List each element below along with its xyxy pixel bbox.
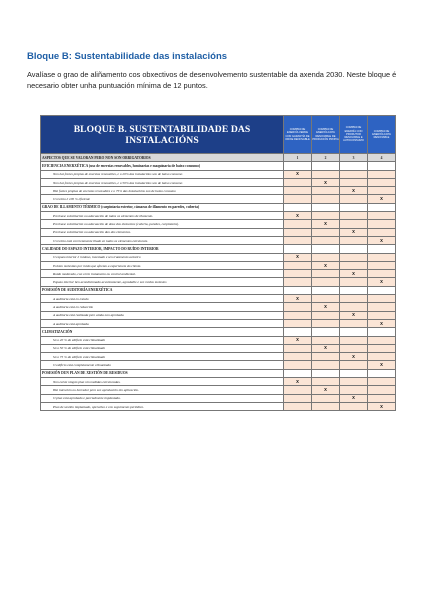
score-cell-3	[340, 386, 368, 394]
score-cell-2	[312, 212, 340, 220]
score-cell-4	[368, 178, 396, 186]
score-cell-1	[284, 162, 312, 170]
score-mark: x	[368, 402, 396, 410]
score-cell-3	[340, 378, 368, 386]
score-cell-1	[284, 270, 312, 278]
score-mark: x	[312, 220, 340, 228]
score-mark: x	[312, 261, 340, 269]
criterion-label: Precisase substitución ou adecuación de dous dos elementos (cuberta, paredes, carpintaría).	[41, 220, 284, 228]
score-cell-3	[340, 402, 368, 410]
score-number-4: 4	[368, 154, 396, 162]
score-cell-2	[312, 336, 340, 344]
score-cell-4	[368, 162, 396, 170]
criterion-row	[41, 228, 396, 236]
criterion-label: O recinto é 100 % eficiente	[41, 195, 284, 203]
criterion-label: Hai fontes propias de enerxías renovables e o 75% das instalacións son de baixo consumo	[41, 187, 284, 195]
score-cell-4	[368, 386, 396, 394]
score-cell-2	[312, 311, 340, 319]
score-cell-3	[340, 286, 368, 294]
criterion-row	[41, 195, 396, 203]
column-header-4: COMPRA DE ENERXÍA 100% RENOVABLE	[368, 116, 396, 154]
score-cell-2	[312, 286, 340, 294]
score-cell-4	[368, 295, 396, 303]
score-number-2: 2	[312, 154, 340, 162]
criterion-row	[41, 303, 396, 311]
criterion-label: Só o 75 % do edificio está climatizado	[41, 353, 284, 361]
score-cell-4	[368, 353, 396, 361]
score-cell-2	[312, 253, 340, 261]
score-cell-3	[340, 369, 368, 377]
score-cell-4	[368, 378, 396, 386]
score-cell-3	[340, 170, 368, 178]
criterion-row	[41, 402, 396, 410]
score-cell-4	[368, 336, 396, 344]
score-cell-3	[340, 195, 368, 203]
score-cell-2	[312, 203, 340, 211]
criterion-label: O recinto está correctamente illado en todos os elementos estruturais.	[41, 236, 284, 244]
score-cell-1	[284, 261, 312, 269]
criterion-label: Plan de xestión implantado, operativo e con seguimento periódico.	[41, 402, 284, 410]
criterion-row	[41, 353, 396, 361]
score-cell-3	[340, 344, 368, 352]
criterion-label: Precisase substitución ou adecuación de todos os elementos de illamento.	[41, 212, 284, 220]
criterion-row	[41, 212, 396, 220]
criterion-label: Non existe ningún plan nin medidas estruturadas.	[41, 378, 284, 386]
criterion-row	[41, 336, 396, 344]
score-cell-2	[312, 394, 340, 402]
evaluation-table	[40, 115, 396, 411]
score-cell-3	[340, 361, 368, 369]
criterion-row	[41, 319, 396, 327]
section-row	[41, 328, 396, 336]
score-cell-4	[368, 212, 396, 220]
criterion-label: Precisase substitución ou adecuación dun dos elementos.	[41, 228, 284, 236]
score-mark: x	[312, 344, 340, 352]
criterion-label: O espazo interior é ruidoso, inxestado e sen tratamento acústico	[41, 253, 284, 261]
score-cell-1	[284, 303, 312, 311]
score-cell-1	[284, 236, 312, 244]
section-heading: Bloque B: Sustentabilidade das instalacións	[27, 51, 228, 62]
score-mark: x	[340, 228, 368, 236]
criterion-label: Non hai fontes propias de enerxías renovables, e o 20% das instalacións son de baixo consumo	[41, 170, 284, 178]
criterion-row	[41, 220, 396, 228]
score-mark: x	[284, 336, 312, 344]
score-cell-1	[284, 328, 312, 336]
header-row-label: ASPECTOS QUE SE VALORAN PERO NON SON OBRIGATORIOS	[41, 154, 284, 162]
score-cell-2	[312, 378, 340, 386]
score-mark: x	[368, 236, 396, 244]
criterion-label: Espazo interior ben acondicionado acusticamente, agradable e sen ruídos molestos	[41, 278, 284, 286]
score-cell-4	[368, 203, 396, 211]
score-mark: x	[284, 295, 312, 303]
score-cell-1	[284, 178, 312, 186]
score-mark: x	[340, 394, 368, 402]
score-cell-3	[340, 336, 368, 344]
score-cell-4	[368, 228, 396, 236]
section-row	[41, 203, 396, 211]
score-mark: x	[284, 170, 312, 178]
score-cell-2	[312, 278, 340, 286]
criterion-row	[41, 261, 396, 269]
score-cell-2	[312, 228, 340, 236]
criterion-row	[41, 270, 396, 278]
criterion-row	[41, 178, 396, 186]
score-cell-3	[340, 162, 368, 170]
score-cell-1	[284, 386, 312, 394]
section-label: GRAO DE ILLAMENTO TÉRMICO (carpintaría exterior, cámaras de illamento en paredes, cuberta)	[41, 203, 284, 211]
score-cell-3	[340, 295, 368, 303]
score-cell-4	[368, 344, 396, 352]
criterion-label: O edificio está completamente climatizado	[41, 361, 284, 369]
score-cell-1	[284, 245, 312, 253]
score-cell-4	[368, 311, 396, 319]
criterion-label: A auditoría está en redacción	[41, 303, 284, 311]
score-cell-4	[368, 369, 396, 377]
intro-paragraph: Avalíase o grao de aliñamento cos obxectivos de desenvolvemento sustentable da axenda 2030. Neste bloque é necesario obter unha puntuación mínima de 12 puntos.	[27, 70, 397, 90]
criterion-label: Existen molestias por ruído que afectan a experiencia do cliente.	[41, 261, 284, 269]
score-cell-2	[312, 328, 340, 336]
criterion-row	[41, 311, 396, 319]
score-cell-3	[340, 303, 368, 311]
section-row	[41, 286, 396, 294]
score-mark: x	[284, 212, 312, 220]
score-cell-3	[340, 178, 368, 186]
score-cell-2	[312, 353, 340, 361]
criterion-row	[41, 361, 396, 369]
section-row	[41, 369, 396, 377]
score-cell-2	[312, 236, 340, 244]
criterion-row	[41, 344, 396, 352]
score-cell-4	[368, 245, 396, 253]
criterion-label: A auditoría está realizada pero aínda non aprobada	[41, 311, 284, 319]
criterion-label: Só o 20 % do edificio está climatizado	[41, 336, 284, 344]
criterion-row	[41, 295, 396, 303]
score-cell-4	[368, 286, 396, 294]
score-cell-1	[284, 278, 312, 286]
section-row	[41, 162, 396, 170]
section-label: EFICIENCIA ENERXÉTICA (uso de enerxías renovables, luminarias e maquinaria de baixo consumo)	[41, 162, 284, 170]
column-header-2: COMPRA DE ENERXÍA 100% RENOVABLE DE PRODUCIÓN PROPIA	[312, 116, 340, 154]
score-cell-1	[284, 195, 312, 203]
criterion-label: Só o 50 % do edificio está climatizado	[41, 344, 284, 352]
criterion-row	[41, 253, 396, 261]
score-mark: x	[340, 311, 368, 319]
score-cell-1	[284, 361, 312, 369]
criterion-label: Non hai fontes propias de enerxías renovables, e o 50% das instalacións son de baixo consumo	[41, 178, 284, 186]
score-number-1: 1	[284, 154, 312, 162]
score-cell-2	[312, 361, 340, 369]
score-mark: x	[340, 270, 368, 278]
column-header-3: COMPRA DE ENERXÍA CON PRODUTOR RENOVABLE E AUTOCONSUMO	[340, 116, 368, 154]
score-cell-1	[284, 394, 312, 402]
score-cell-1	[284, 187, 312, 195]
score-cell-1	[284, 311, 312, 319]
score-cell-3	[340, 319, 368, 327]
score-cell-3	[340, 203, 368, 211]
criterion-label: O plan está aprobado e parcialmente implantado.	[41, 394, 284, 402]
table-banner-row	[41, 116, 396, 154]
section-label: CLIMATIZACIÓN	[41, 328, 284, 336]
criterion-label: A auditoría está en estudo	[41, 295, 284, 303]
score-cell-4	[368, 261, 396, 269]
score-cell-3	[340, 212, 368, 220]
score-cell-2	[312, 319, 340, 327]
score-mark: x	[312, 178, 340, 186]
column-header-1: COMPRA DE ENERXÍA VERDE CON GARANTÍA DE ORIXE RENOVABLE	[284, 116, 312, 154]
score-cell-3	[340, 278, 368, 286]
score-cell-1	[284, 319, 312, 327]
score-cell-1	[284, 220, 312, 228]
score-cell-4	[368, 253, 396, 261]
criterion-row	[41, 386, 396, 394]
score-mark: x	[284, 253, 312, 261]
score-cell-3	[340, 328, 368, 336]
score-cell-3	[340, 220, 368, 228]
score-cell-3	[340, 261, 368, 269]
score-mark: x	[312, 386, 340, 394]
score-cell-3	[340, 236, 368, 244]
score-cell-2	[312, 245, 340, 253]
score-cell-4	[368, 270, 396, 278]
score-mark: x	[368, 361, 396, 369]
score-cell-2	[312, 402, 340, 410]
criterion-row	[41, 187, 396, 195]
criterion-label: A auditoría está aprobada	[41, 319, 284, 327]
score-cell-4	[368, 187, 396, 195]
score-mark: x	[312, 303, 340, 311]
section-label: POSESIÓN DE AUDITORÍA ENERXÉTICA	[41, 286, 284, 294]
score-mark: x	[340, 353, 368, 361]
score-cell-1	[284, 369, 312, 377]
score-cell-4	[368, 170, 396, 178]
section-row	[41, 245, 396, 253]
score-cell-4	[368, 394, 396, 402]
criterion-row	[41, 378, 396, 386]
score-cell-1	[284, 353, 312, 361]
score-cell-2	[312, 270, 340, 278]
table-title: BLOQUE B. SUSTENTABILIDADE DAS INSTALACIÓNS	[41, 116, 284, 154]
score-cell-3	[340, 245, 368, 253]
score-cell-4	[368, 220, 396, 228]
score-mark: x	[368, 319, 396, 327]
score-cell-1	[284, 402, 312, 410]
score-cell-2	[312, 187, 340, 195]
score-cell-2	[312, 369, 340, 377]
score-cell-4	[368, 303, 396, 311]
criterion-row	[41, 278, 396, 286]
score-mark: x	[340, 187, 368, 195]
criterion-row	[41, 394, 396, 402]
criterion-label: Hai intención ou borrador pero sen aprobación nin aplicación.	[41, 386, 284, 394]
score-cell-2	[312, 170, 340, 178]
score-cell-1	[284, 228, 312, 236]
score-cell-3	[340, 253, 368, 261]
score-mark: x	[368, 195, 396, 203]
section-label: POSESIÓN DUN PLAN DE XESTIÓN DE RESIDUOS	[41, 369, 284, 377]
score-number-3: 3	[340, 154, 368, 162]
criterion-row	[41, 170, 396, 178]
score-cell-2	[312, 195, 340, 203]
section-label: CALIDADE DO ESPAZO INTERIOR, IMPACTO DO RUÍDO INTERIOR	[41, 245, 284, 253]
criterion-label: Ruído moderado, con certo tratamento ou control ambiental.	[41, 270, 284, 278]
score-cell-2	[312, 295, 340, 303]
score-cell-2	[312, 162, 340, 170]
score-cell-1	[284, 344, 312, 352]
criterion-row	[41, 236, 396, 244]
score-mark: x	[284, 378, 312, 386]
score-cell-1	[284, 203, 312, 211]
table-header-row	[41, 154, 396, 162]
score-cell-1	[284, 286, 312, 294]
score-cell-4	[368, 328, 396, 336]
score-mark: x	[368, 278, 396, 286]
